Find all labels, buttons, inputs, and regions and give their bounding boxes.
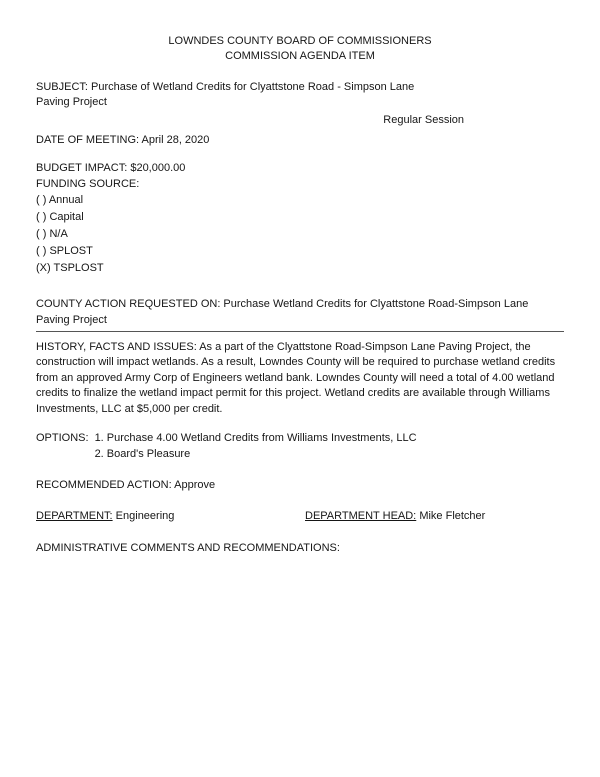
meeting-date: DATE OF MEETING: April 28, 2020 [36,133,210,146]
funding-option-splost: ( ) SPLOST [36,245,93,258]
department-head [305,509,485,524]
section-divider [36,331,564,332]
department [36,509,305,524]
document-header [36,34,564,64]
options-list [95,431,417,463]
doc-title-line1: LOWNDES COUNTY BOARD OF COMMISSIONERS [168,35,432,47]
funding-option-annual: ( ) Annual [36,194,84,207]
department-row [36,509,564,524]
subject-line: SUBJECT: Purchase of Wetland Credits for Clyattstone Road - Simpson Lane Paving Project [36,80,415,109]
department-head-label: DEPARTMENT HEAD: [305,510,417,523]
options-section [36,431,564,463]
funding-option-na: ( ) N/A [36,228,68,241]
budget-impact: BUDGET IMPACT: $20,000.00 [36,162,186,175]
doc-title-line2: COMMISSION AGENDA ITEM [225,49,375,62]
recommended-action: RECOMMENDED ACTION: Approve [36,478,216,491]
options-label: OPTIONS: [36,432,89,444]
history-facts-issues: HISTORY, FACTS AND ISSUES: As a part of the Clyattstone Road-Simpson Lane Paving Project, the construction will impact wetlands. As a result, Lowndes County will be required to purchase wetland credits from an approved Army Corp of Engineers wetland bank. Lowndes County will need a total of 4.00 wetland credits to finalize the wetland impact permit for this project. Wetland credits are available through Williams Investments, LLC at $5,000 per credit. [36,341,556,415]
session-type: Regular Session [383,114,464,127]
funding-source-label: FUNDING SOURCE: [36,177,140,190]
department-head-value: Mike Fletcher [419,510,486,523]
department-label: DEPARTMENT: [36,510,113,523]
department-value: Engineering [115,510,175,523]
funding-options-list [36,192,564,277]
option-item-1: 1. Purchase 4.00 Wetland Credits from Williams Investments, LLC [94,432,417,444]
administrative-comments: ADMINISTRATIVE COMMENTS AND RECOMMENDATIONS: [36,541,340,554]
county-action-requested: COUNTY ACTION REQUESTED ON: Purchase Wetland Credits for Clyattstone Road-Simpson Lane Paving Project [36,298,529,326]
funding-option-capital: ( ) Capital [36,211,84,224]
option-item-2: 2. Board's Pleasure [94,447,191,460]
funding-option-tsplost: (X) TSPLOST [36,262,104,275]
